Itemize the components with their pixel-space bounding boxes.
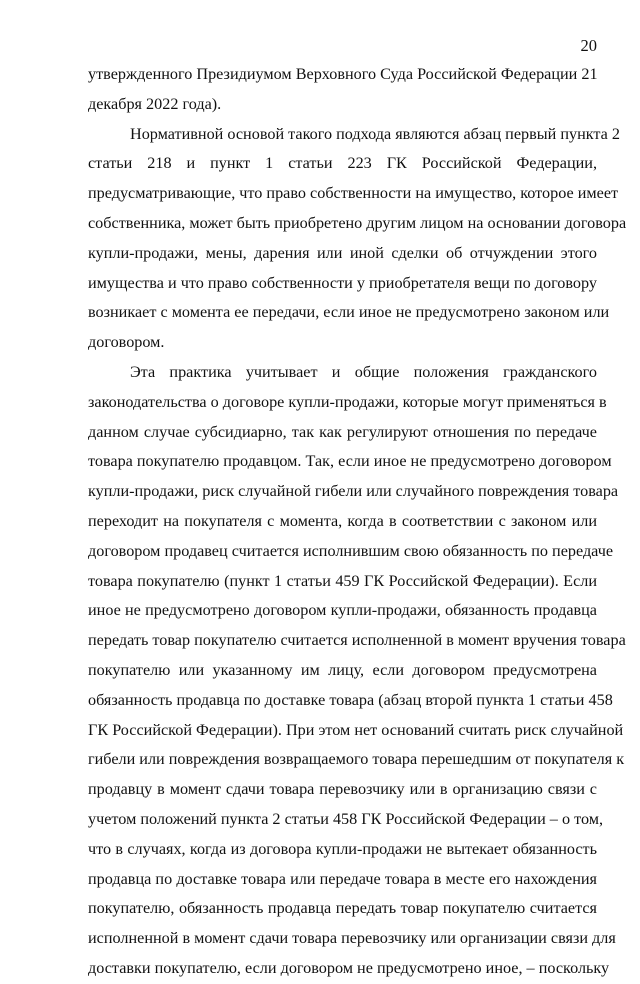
text-line: имущества и что право собственности у приобретателя вещи по договору xyxy=(88,273,597,292)
text-line: обязанность продавца по доставке товара (абзац второй пункта 1 статьи 458 xyxy=(88,690,613,709)
page-number: 20 xyxy=(580,36,597,55)
text-line: Эта практика учитывает и общие положения гражданского xyxy=(130,362,597,381)
text-line: договором продавец считается исполнившим свою обязанность по передаче xyxy=(88,541,614,560)
paragraph xyxy=(88,120,627,358)
text-line: доставки покупателю, если договором не предусмотрено иное, – поскольку xyxy=(88,958,610,977)
text-line: законодательства о договоре купли-продажи, которые могут применяться в xyxy=(88,392,607,411)
text-line: товара покупателю (пункт 1 статьи 459 ГК Российской Федерации). Если xyxy=(88,571,597,590)
text-line: передать товар покупателю считается исполненной в момент вручения товара xyxy=(88,631,626,650)
text-line: декабря 2022 года). xyxy=(88,94,222,113)
text-line: товара покупателю продавцом. Так, если иное не предусмотрено договором xyxy=(88,452,612,471)
text-line: продавцу в момент сдачи товара перевозчику или в организацию связи с xyxy=(88,780,597,799)
text-line: учетом положений пункта 2 статьи 458 ГК Российской Федерации – о том, xyxy=(88,809,604,828)
text-line: покупателю, обязанность продавца передать товар покупателю считается xyxy=(88,899,597,918)
text-line: предусматривающие, что право собственности на имущество, которое имеет xyxy=(88,184,619,203)
text-line: утвержденного Президиумом Верховного Суда Российской Федерации 21 xyxy=(88,65,598,83)
text-line: покупателю или указанному им лицу, если договором предусмотрена xyxy=(88,660,597,679)
text-line: купли-продажи, риск случайной гибели или случайного повреждения товара xyxy=(88,482,619,501)
text-line: исполненной в момент сдачи товара перевозчику или организации связи для xyxy=(88,929,616,948)
text-line: собственника, может быть приобретено другим лицом на основании договора xyxy=(88,213,627,232)
text-line: продавца по доставке товара или передаче товара в месте его нахождения xyxy=(88,869,597,888)
paragraph xyxy=(88,60,597,120)
text-line: Нормативной основой такого подхода являются абзац первый пункта 2 xyxy=(130,124,620,143)
text-line: возникает с момента ее передачи, если иное не предусмотрено законом или xyxy=(88,303,610,322)
text-line: договором. xyxy=(88,333,165,352)
text-line: переходит на покупателя с момента, когда в соответствии с законом или xyxy=(88,511,597,530)
text-line: что в случаях, когда из договора купли-продажи не вытекает обязанность xyxy=(88,839,597,858)
document-body xyxy=(88,60,627,984)
text-line: купли-продажи, мены, дарения или иной сделки об отчуждении этого xyxy=(88,243,597,262)
text-line: статьи 218 и пункт 1 статьи 223 ГК Российской Федерации, xyxy=(88,154,597,173)
text-line: ГК Российской Федерации). При этом нет оснований считать риск случайной xyxy=(88,720,624,739)
text-line: данном случае субсидиарно, так как регулируют отношения по передаче xyxy=(88,422,597,441)
text-line: иное не предусмотрено договором купли-продажи, обязанность продавца xyxy=(88,601,597,620)
paragraph xyxy=(88,358,626,984)
text-line: гибели или повреждения возвращаемого товара перешедшим от покупателя к xyxy=(88,750,625,769)
